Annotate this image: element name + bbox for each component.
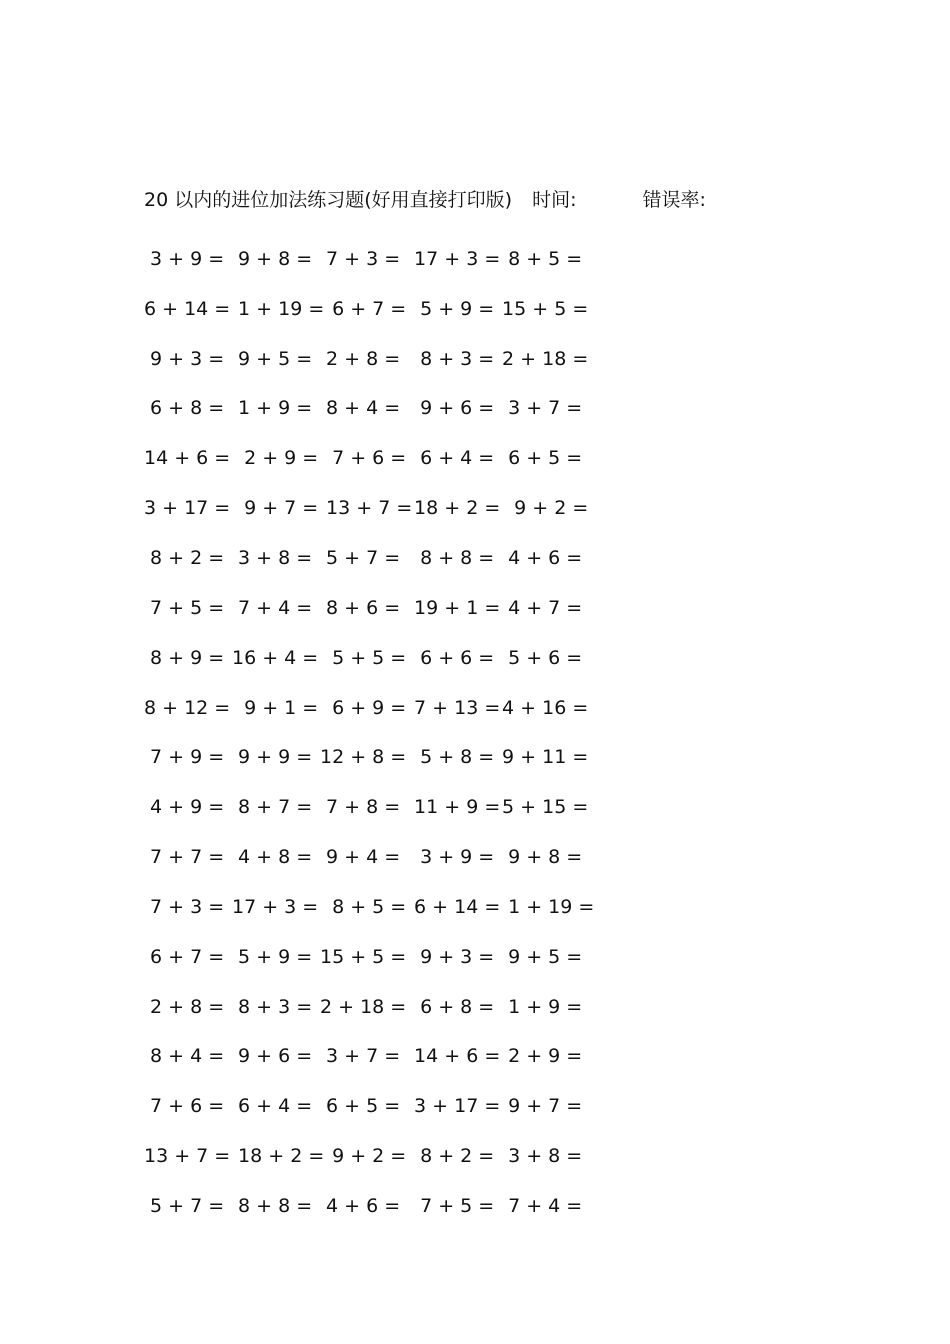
addition-problem: 8 + 3 = [408,347,495,370]
worksheet-header [144,185,706,215]
addition-problem: 7 + 8 = [320,796,401,819]
addition-problem: 8 + 3 = [232,995,313,1018]
addition-problem: 8 + 2 = [144,546,225,569]
addition-problem: 4 + 9 = [144,796,225,819]
problem-row [144,1032,584,1082]
problem-row [144,782,589,832]
addition-problem: 9 + 5 = [232,347,313,370]
addition-problem: 8 + 9 = [144,646,225,669]
addition-problem: 1 + 9 = [232,397,313,420]
addition-problem: 2 + 8 = [320,347,401,370]
problem-row [144,683,589,733]
problem-row [144,832,584,882]
addition-problem: 2 + 18 = [320,995,407,1018]
addition-problem: 5 + 15 = [496,796,589,819]
addition-problem: 19 + 1 = [408,596,501,619]
addition-problem: 8 + 5 = [320,895,407,918]
addition-problem: 7 + 3 = [320,247,401,270]
problem-row [144,433,584,483]
addition-problem: 6 + 7 = [320,297,407,320]
addition-problem: 4 + 8 = [232,846,313,869]
addition-problem: 5 + 6 = [496,646,583,669]
addition-problem: 7 + 6 = [320,447,407,470]
addition-problem: 8 + 6 = [320,596,401,619]
addition-problem: 4 + 6 = [320,1194,401,1217]
addition-problem: 9 + 7 = [496,1095,583,1118]
problem-row [144,583,584,633]
addition-problem: 8 + 4 = [320,397,401,420]
addition-problem: 1 + 19 = [232,297,325,320]
addition-problem: 3 + 8 = [496,1145,583,1168]
addition-problem: 5 + 9 = [232,945,313,968]
addition-problem: 6 + 4 = [408,447,495,470]
addition-problem: 17 + 3 = [408,247,501,270]
addition-problem: 6 + 14 = [144,297,231,320]
addition-problem: 5 + 7 = [144,1194,225,1217]
addition-problem: 18 + 2 = [232,1145,325,1168]
addition-problem: 5 + 5 = [320,646,407,669]
addition-problem: 11 + 9 = [408,796,501,819]
problem-row [144,932,584,982]
addition-problem: 5 + 9 = [408,297,495,320]
problem-row [144,882,595,932]
addition-problem: 9 + 5 = [496,945,583,968]
problem-row [144,483,589,533]
worksheet-title: 20 以内的进位加法练习题(好用直接打印版) [144,189,513,211]
addition-problem: 17 + 3 = [232,895,319,918]
problem-grid [144,234,595,1231]
addition-problem: 9 + 6 = [408,397,495,420]
addition-problem: 5 + 8 = [408,746,495,769]
problem-row [144,633,584,683]
addition-problem: 3 + 9 = [144,247,225,270]
addition-problem: 6 + 6 = [408,646,495,669]
addition-problem: 8 + 12 = [144,696,231,719]
addition-problem: 8 + 4 = [144,1045,225,1068]
addition-problem: 7 + 5 = [144,596,225,619]
addition-problem: 15 + 5 = [496,297,589,320]
problem-row [144,1131,584,1181]
addition-problem: 3 + 17 = [408,1095,501,1118]
addition-problem: 14 + 6 = [144,447,231,470]
addition-problem: 9 + 2 = [320,1145,407,1168]
addition-problem: 2 + 18 = [496,347,589,370]
problem-row [144,334,589,384]
addition-problem: 9 + 11 = [496,746,589,769]
problem-row [144,234,584,284]
problem-row [144,284,589,334]
error-rate-label: 错误率: [642,189,706,211]
addition-problem: 6 + 8 = [408,995,495,1018]
addition-problem: 7 + 3 = [144,895,225,918]
time-label: 时间: [532,189,577,211]
problem-row [144,1081,584,1131]
addition-problem: 4 + 16 = [496,696,589,719]
problem-row [144,533,584,583]
addition-problem: 9 + 7 = [232,497,319,520]
problem-row [144,732,589,782]
addition-problem: 4 + 7 = [496,596,583,619]
addition-problem: 7 + 13 = [408,696,501,719]
addition-problem: 2 + 9 = [496,1045,583,1068]
addition-problem: 6 + 8 = [144,397,225,420]
problem-row [144,1181,584,1231]
addition-problem: 9 + 8 = [232,247,313,270]
addition-problem: 7 + 4 = [232,596,313,619]
addition-problem: 3 + 7 = [496,397,583,420]
addition-problem: 4 + 6 = [496,546,583,569]
addition-problem: 6 + 9 = [320,696,407,719]
addition-problem: 7 + 6 = [144,1095,225,1118]
addition-problem: 13 + 7 = [144,1145,231,1168]
addition-problem: 7 + 4 = [496,1194,583,1217]
addition-problem: 9 + 3 = [144,347,225,370]
addition-problem: 9 + 4 = [320,846,401,869]
addition-problem: 3 + 7 = [320,1045,401,1068]
addition-problem: 9 + 8 = [496,846,583,869]
addition-problem: 8 + 7 = [232,796,313,819]
addition-problem: 1 + 9 = [496,995,583,1018]
addition-problem: 8 + 5 = [496,247,583,270]
addition-problem: 5 + 7 = [320,546,401,569]
addition-problem: 1 + 19 = [496,895,595,918]
addition-problem: 8 + 8 = [232,1194,313,1217]
addition-problem: 3 + 17 = [144,497,231,520]
addition-problem: 15 + 5 = [320,945,407,968]
problem-row [144,384,584,434]
addition-problem: 6 + 7 = [144,945,225,968]
addition-problem: 9 + 3 = [408,945,495,968]
addition-problem: 9 + 9 = [232,746,313,769]
addition-problem: 7 + 7 = [144,846,225,869]
addition-problem: 6 + 5 = [320,1095,401,1118]
addition-problem: 9 + 6 = [232,1045,313,1068]
addition-problem: 9 + 2 = [496,497,589,520]
problem-row [144,982,584,1032]
addition-problem: 7 + 5 = [408,1194,495,1217]
addition-problem: 12 + 8 = [320,746,407,769]
addition-problem: 14 + 6 = [408,1045,501,1068]
addition-problem: 6 + 4 = [232,1095,313,1118]
addition-problem: 8 + 8 = [408,546,495,569]
addition-problem: 3 + 8 = [232,546,313,569]
addition-problem: 2 + 9 = [232,447,319,470]
addition-problem: 6 + 5 = [496,447,583,470]
addition-problem: 16 + 4 = [232,646,319,669]
addition-problem: 6 + 14 = [408,895,501,918]
addition-problem: 9 + 1 = [232,696,319,719]
addition-problem: 2 + 8 = [144,995,225,1018]
addition-problem: 18 + 2 = [408,497,501,520]
addition-problem: 8 + 2 = [408,1145,495,1168]
addition-problem: 13 + 7 = [320,497,413,520]
addition-problem: 7 + 9 = [144,746,225,769]
addition-problem: 3 + 9 = [408,846,495,869]
